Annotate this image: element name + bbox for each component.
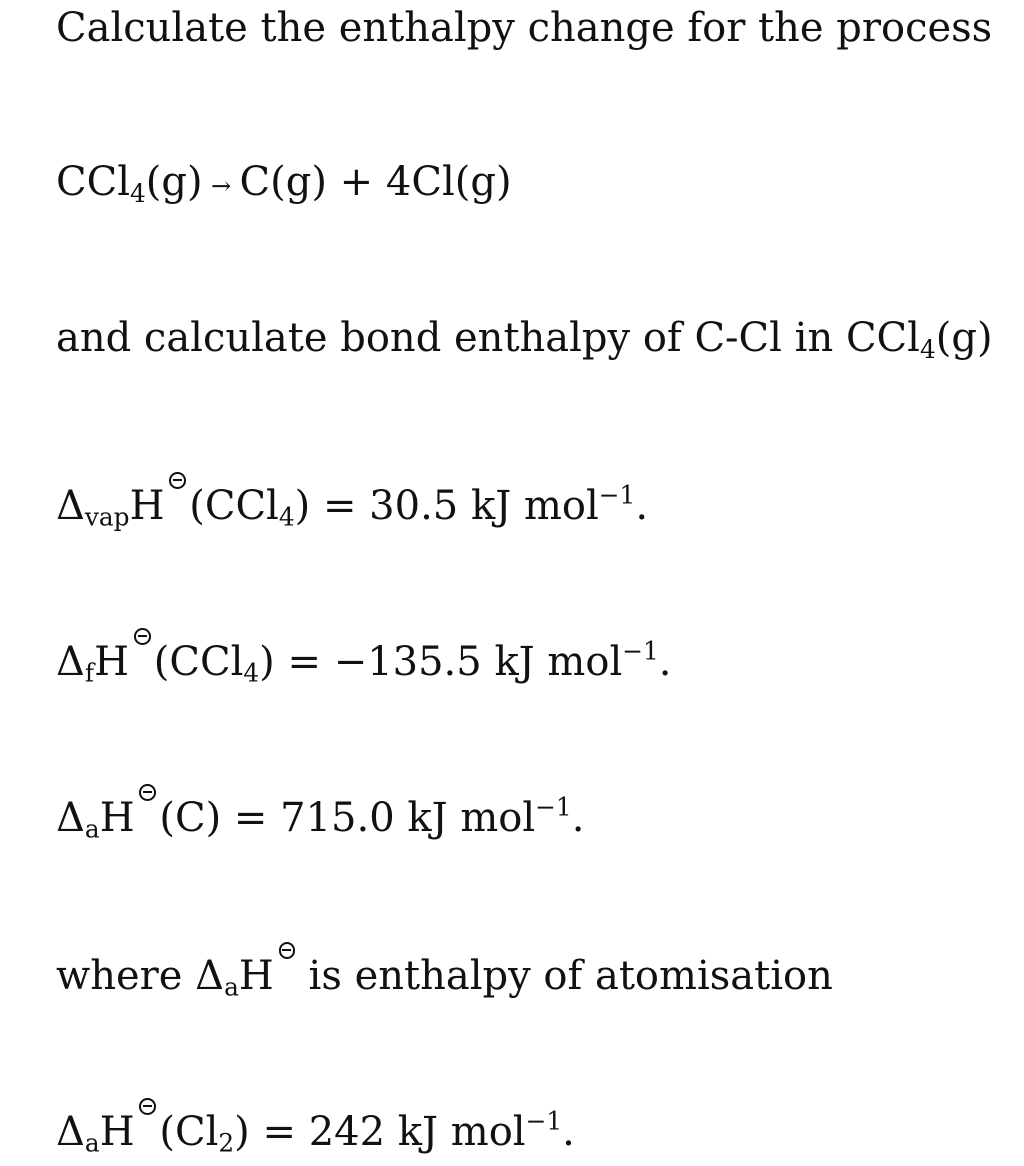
question-line-3 — [56, 315, 993, 364]
definition-text: is enthalpy of atomisation — [308, 952, 833, 999]
value: = 715.0 kJ mol — [221, 794, 536, 841]
reaction-arrow-icon: → — [211, 171, 232, 200]
exponent: −1 — [525, 1106, 563, 1136]
standard-state-icon — [139, 1098, 156, 1115]
subscript: 2 — [218, 1128, 235, 1158]
data-formation-enthalpy — [56, 628, 672, 688]
paren-close: ) — [259, 638, 275, 685]
where-text: where Δ — [56, 952, 225, 999]
subscript: f — [84, 658, 95, 688]
enthalpy-symbol: H — [99, 1108, 135, 1155]
exponent: −1 — [535, 792, 572, 822]
species: (C) — [159, 794, 222, 841]
enthalpy-symbol: H — [238, 952, 274, 999]
standard-state-icon — [134, 628, 151, 645]
exponent: −1 — [622, 636, 659, 666]
delta-symbol: Δ — [56, 482, 85, 529]
definition-line — [56, 942, 833, 1002]
data-vap-enthalpy — [56, 472, 649, 532]
species: (CCl — [189, 482, 279, 529]
species: (Cl — [159, 1108, 219, 1155]
subscript: a — [84, 1128, 100, 1158]
question-line-1 — [56, 5, 993, 51]
delta-symbol: Δ — [56, 794, 85, 841]
subscript: 4 — [278, 502, 295, 532]
subscript: a — [224, 972, 239, 1002]
subscript: 4 — [919, 334, 936, 364]
period: . — [562, 1108, 575, 1155]
subscript: 4 — [130, 178, 146, 208]
species: (CCl — [153, 638, 244, 685]
delta-symbol: Δ — [56, 638, 85, 685]
standard-state-icon — [139, 784, 156, 801]
enthalpy-symbol: H — [99, 794, 135, 841]
reaction-equation — [56, 159, 512, 208]
subscript: a — [84, 814, 100, 844]
products: C(g) + 4Cl(g) — [239, 159, 512, 205]
reactant: CCl — [56, 159, 131, 205]
state: (g) — [145, 159, 203, 205]
standard-state-icon — [169, 472, 186, 489]
value: = 242 kJ mol — [249, 1108, 526, 1155]
enthalpy-symbol: H — [94, 638, 129, 685]
data-atomisation-chlorine — [56, 1098, 575, 1158]
paren-close: ) — [294, 482, 311, 529]
data-atomisation-carbon — [56, 784, 585, 844]
question-text: Calculate the enthalpy change for the process — [56, 5, 993, 51]
paren-close: ) — [234, 1108, 250, 1155]
question-text: and calculate bond enthalpy of C-Cl in CCl — [56, 315, 920, 361]
period: . — [635, 482, 649, 529]
value: = −135.5 kJ mol — [274, 638, 623, 685]
period: . — [658, 638, 672, 685]
enthalpy-symbol: H — [129, 482, 165, 529]
value: = 30.5 kJ mol — [310, 482, 599, 529]
subscript: vap — [84, 502, 130, 532]
delta-symbol: Δ — [56, 1108, 85, 1155]
subscript: 4 — [243, 658, 260, 688]
exponent: −1 — [598, 480, 636, 510]
state: (g) — [935, 315, 993, 361]
standard-state-icon — [279, 942, 296, 959]
period: . — [571, 794, 585, 841]
